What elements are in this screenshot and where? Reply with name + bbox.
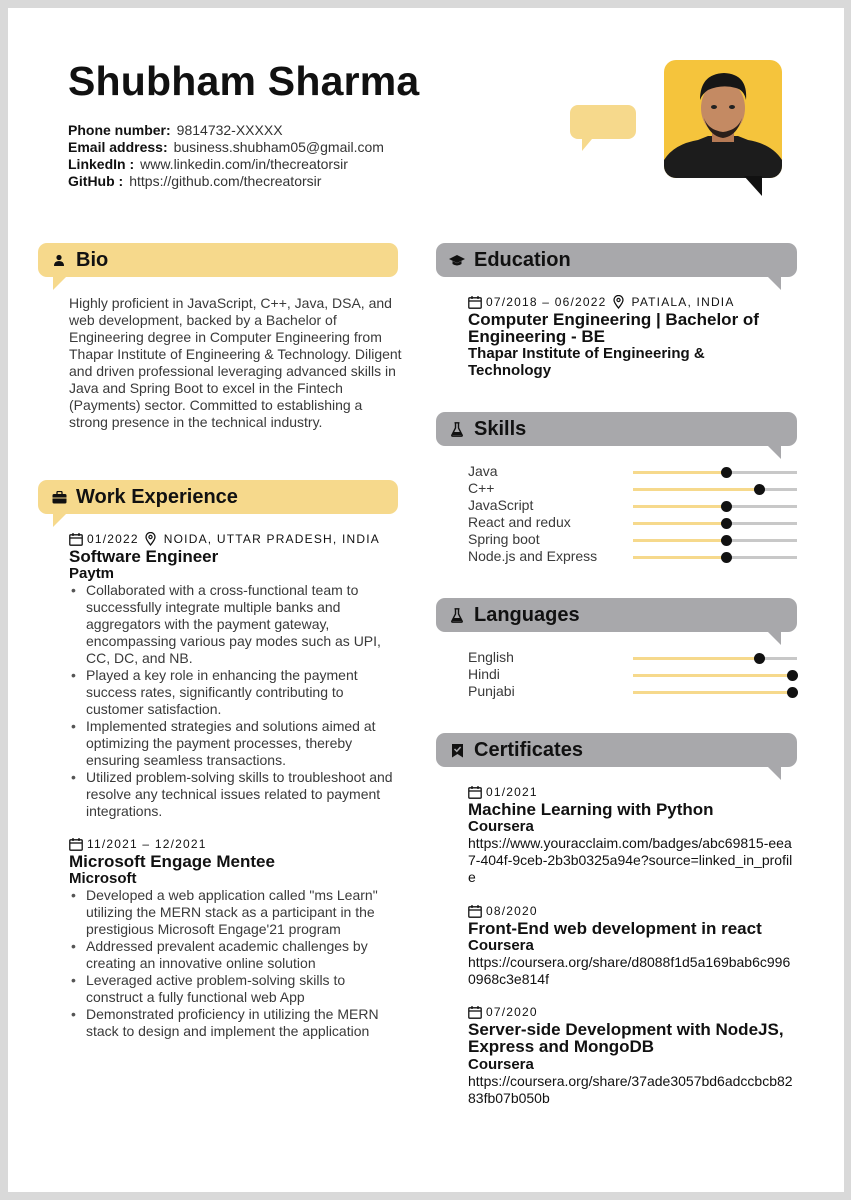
cert2-meta (468, 904, 538, 918)
work-experience-heading: Work Experience (38, 480, 398, 514)
decorative-speech-bubble (570, 105, 636, 139)
skill-level-bar (633, 556, 797, 559)
skill-level-marker (721, 518, 732, 529)
skills-heading: Skills (436, 412, 797, 446)
language-name: Hindi (468, 666, 500, 682)
bio-heading-tail (53, 276, 67, 290)
language-name: Punjabi (468, 683, 515, 699)
list-item: • Collaborated with a cross-functional team to successfully integrate multiple banks and aggregators with the payment gateway, encompassing various pay modes such as UPI, CC, DC, and NB. (69, 582, 404, 667)
education-heading-tail (767, 276, 781, 290)
skill-level-fill (633, 488, 759, 491)
skill-name: C++ (468, 480, 495, 496)
skill-level-bar (633, 488, 797, 491)
cert2-date: 08/2020 (486, 904, 538, 918)
skill-name: JavaScript (468, 497, 534, 513)
language-level-marker (787, 670, 798, 681)
list-item: • Demonstrated proficiency in utilizing the MERN stack to design and implement the application (69, 1006, 404, 1040)
bio-text: Highly proficient in JavaScript, C++, Java, DSA, and web development, backed by a Bachelor of Engineering degree in Computer Engineering from Thapar Institute of Engineering & Technology. Diligent and driven professional leveraging advanced skills in Java and Spring Boot to excel in the Fintech (Payments) sector. Committed to establishing a strong presence in the technical industry. (69, 295, 402, 430)
job1-bullets (69, 582, 404, 820)
contact-block (68, 122, 384, 190)
graduation-cap-icon (448, 251, 466, 269)
language-level-fill (633, 657, 759, 660)
language-level-bar (633, 657, 797, 660)
skill-row (468, 463, 798, 480)
cert1-url[interactable]: https://www.youracclaim.com/badges/abc69815-eea7-404f-9ceb-2b3b0325a94e?source=linked_in_profile (468, 835, 793, 885)
job2-date: 11/2021 – 12/2021 (87, 837, 207, 851)
skill-level-bar (633, 471, 797, 474)
certificates-heading-tail (767, 766, 781, 780)
skill-level-marker (721, 552, 732, 563)
job2-title: Microsoft Engage Mentee (69, 852, 275, 871)
certificate-bookmark-icon (448, 741, 466, 759)
flask-icon (448, 420, 466, 438)
contact-email: Email address: business.shubham05@gmail.com (68, 139, 384, 155)
job2-bullets (69, 887, 404, 1040)
cert3-date: 07/2020 (486, 1005, 538, 1019)
calendar-icon (69, 533, 83, 546)
list-item: • Addressed prevalent academic challenges by creating an innovative online solution (69, 938, 404, 972)
location-pin-icon (613, 295, 624, 309)
skill-level-fill (633, 471, 726, 474)
cert1-title: Machine Learning with Python (468, 800, 714, 819)
cert3-url[interactable]: https://coursera.org/share/37ade3057bd6adccbcb8283fb07b050b (468, 1073, 793, 1106)
skill-level-marker (721, 535, 732, 546)
list-item: • Leveraged active problem-solving skills to construct a fully functional web App (69, 972, 404, 1006)
resume-page (8, 8, 844, 1192)
education-meta (468, 295, 735, 309)
location-pin-icon (145, 532, 156, 546)
cert1-issuer: Coursera (468, 818, 534, 835)
language-level-fill (633, 691, 792, 694)
contact-github: GitHub : https://github.com/thecreatorsir (68, 173, 322, 189)
job1-meta (69, 532, 380, 546)
language-level-fill (633, 674, 792, 677)
skill-row (468, 514, 798, 531)
job1-company: Paytm (69, 565, 115, 582)
education-heading: Education (436, 243, 797, 277)
education-location: PATIALA, INDIA (631, 295, 735, 309)
cert3-title: Server-side Development with NodeJS, Express and MongoDB (468, 1020, 784, 1056)
candidate-name: Shubham Sharma (68, 58, 420, 104)
languages-heading: Languages (436, 598, 797, 632)
cert2-issuer: Coursera (468, 937, 534, 954)
skill-row (468, 497, 798, 514)
contact-phone: Phone number: 9814732-XXXXX (68, 122, 283, 138)
skills-heading-tail (767, 445, 781, 459)
cert2-url[interactable]: https://coursera.org/share/d8088f1d5a169bab6c9960968c3e814f (468, 954, 791, 987)
person-icon (50, 251, 68, 269)
briefcase-icon (50, 488, 68, 506)
skill-row (468, 480, 798, 497)
cert3-issuer: Coursera (468, 1056, 534, 1073)
certificates-heading: Certificates (436, 733, 797, 767)
skill-level-bar (633, 522, 797, 525)
cert1-date: 01/2021 (486, 785, 538, 799)
flask-icon (448, 606, 466, 624)
job2-company: Microsoft (69, 870, 137, 887)
skill-row (468, 548, 798, 565)
language-row (468, 666, 798, 683)
calendar-icon (468, 905, 482, 918)
calendar-icon (468, 1006, 482, 1019)
list-item: • Played a key role in enhancing the payment success rates, significantly contributing to customer satisfaction. (69, 667, 404, 718)
language-level-marker (787, 687, 798, 698)
calendar-icon (468, 296, 482, 309)
language-name: English (468, 649, 514, 665)
bio-heading: Bio (38, 243, 398, 277)
list-item: • Developed a web application called "ms Learn" utilizing the MERN stack as a participant in the prestigious Microsoft Engage'21 program (69, 887, 404, 938)
education-school: Thapar Institute of Engineering & Technology (468, 345, 705, 379)
job1-location: NOIDA, UTTAR PRADESH, INDIA (163, 532, 380, 546)
skill-level-bar (633, 539, 797, 542)
language-row (468, 683, 798, 700)
skill-level-marker (754, 484, 765, 495)
profile-photo (664, 60, 782, 178)
job1-title: Software Engineer (69, 547, 219, 566)
cert3-meta (468, 1005, 538, 1019)
work-heading-tail (53, 513, 67, 527)
list-item: • Utilized problem-solving skills to troubleshoot and resolve any technical issues related to payment integrations. (69, 769, 404, 820)
skill-level-fill (633, 505, 726, 508)
cert1-meta (468, 785, 538, 799)
skill-level-bar (633, 505, 797, 508)
language-row (468, 649, 798, 666)
calendar-icon (468, 786, 482, 799)
languages-heading-tail (767, 631, 781, 645)
skill-level-fill (633, 539, 726, 542)
skill-level-marker (721, 467, 732, 478)
skill-name: Spring boot (468, 531, 540, 547)
contact-linkedin: LinkedIn : www.linkedin.com/in/thecreatorsir (68, 156, 348, 172)
language-level-bar (633, 691, 797, 694)
list-item: • Implemented strategies and solutions aimed at optimizing the payment processes, thereby ensuring seamless transactions. (69, 718, 404, 769)
language-level-marker (754, 653, 765, 664)
education-degree: Computer Engineering | Bachelor of Engineering - BE (468, 310, 759, 346)
photo-bubble-tail (744, 176, 762, 196)
skill-level-fill (633, 522, 726, 525)
skill-level-fill (633, 556, 726, 559)
calendar-icon (69, 838, 83, 851)
job2-meta (69, 837, 207, 851)
skill-level-marker (721, 501, 732, 512)
education-date: 07/2018 – 06/2022 (486, 295, 607, 309)
language-level-bar (633, 674, 797, 677)
skill-name: Node.js and Express (468, 548, 598, 564)
skill-row (468, 531, 798, 548)
job1-date: 01/2022 (87, 532, 139, 546)
skill-name: Java (468, 463, 498, 479)
skill-name: React and redux (468, 514, 571, 530)
cert2-title: Front-End web development in react (468, 919, 762, 938)
